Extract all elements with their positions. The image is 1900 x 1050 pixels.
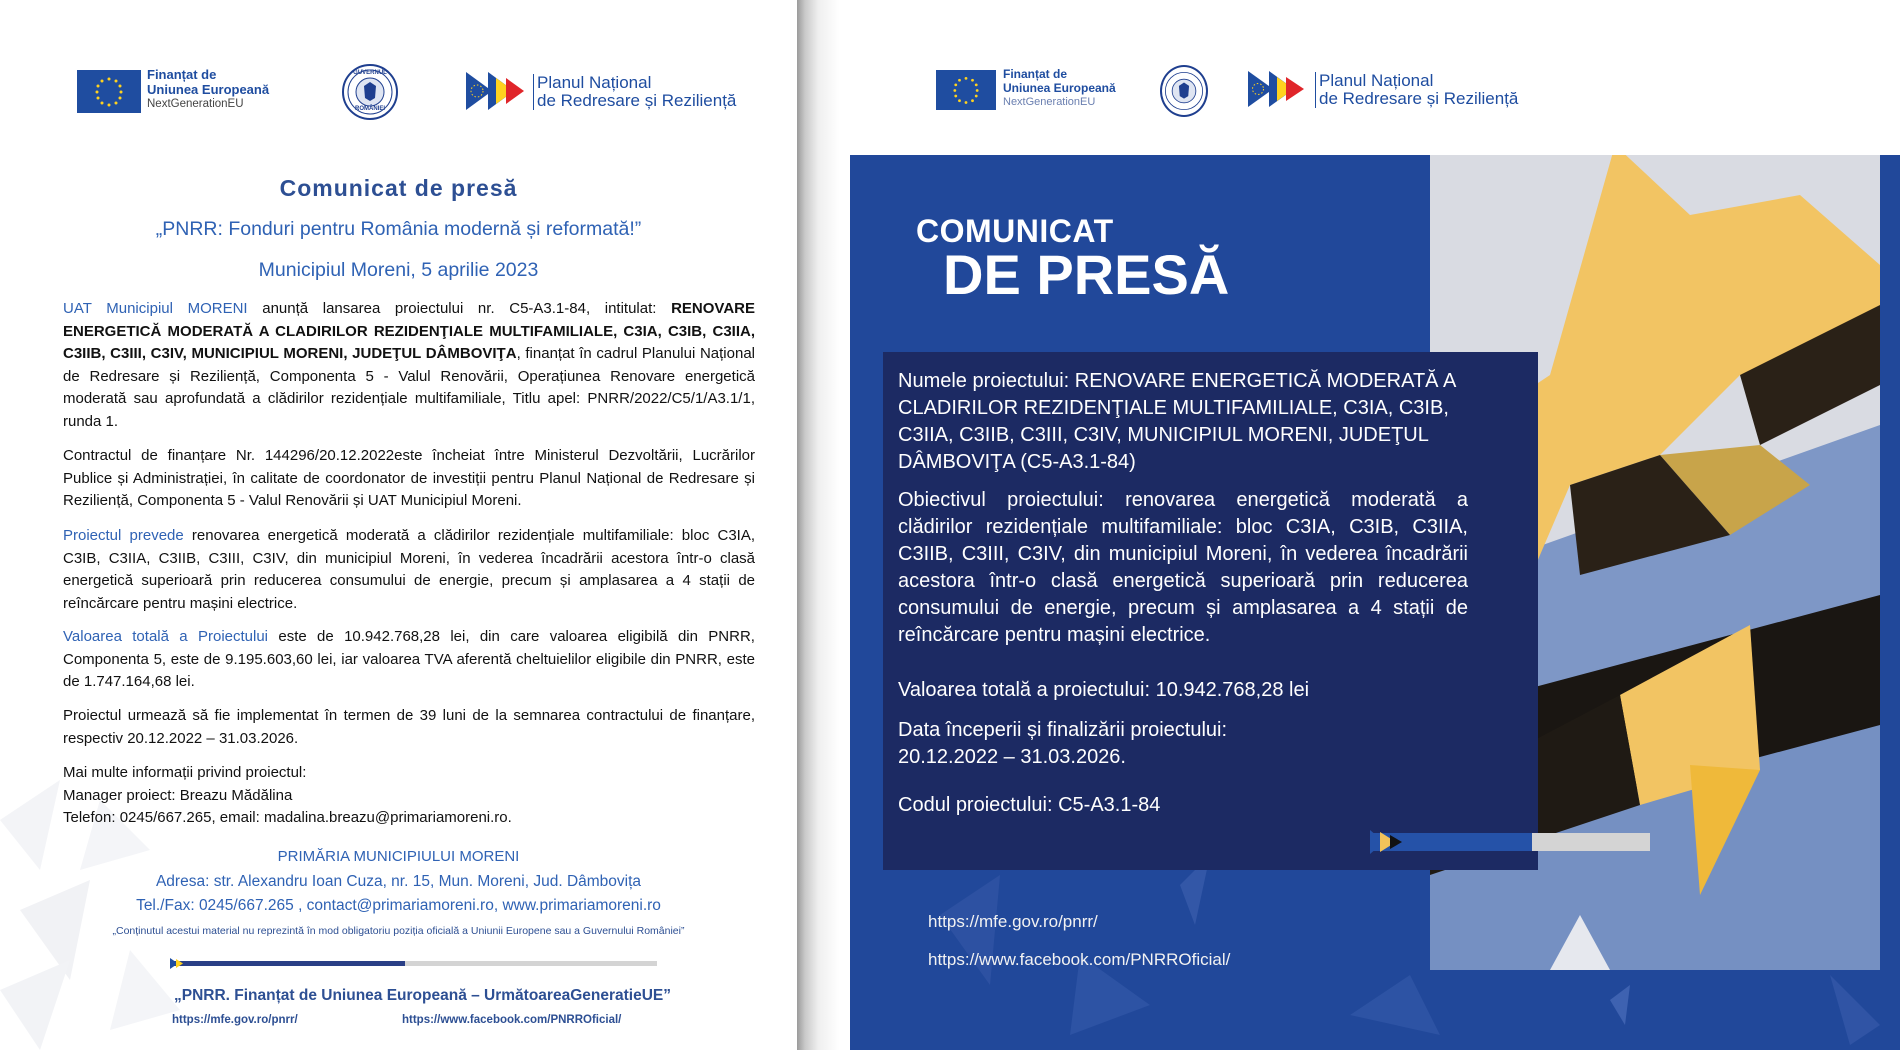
arrow-marker-icon	[170, 958, 190, 969]
eu-flag-icon	[936, 70, 996, 110]
paragraph-lead: Valoarea totală a Proiectului	[63, 628, 269, 645]
eu-logo-line3: NextGenerationEU	[1003, 95, 1096, 108]
eu-logo-line2: Uniunea Europeană	[1003, 80, 1116, 95]
eu-logo-line1: Finanțat de	[147, 67, 217, 82]
footer-link-mfe[interactable]: https://mfe.gov.ro/pnrr/	[172, 1014, 298, 1026]
paragraph-value	[63, 626, 755, 694]
government-seal-icon	[1160, 65, 1208, 117]
project-dates	[898, 717, 1468, 771]
pnrr-logo-text	[533, 74, 736, 110]
pnrr-logo-line2: de Redresare și Reziliență	[1319, 88, 1519, 108]
decorative-progress-bar	[173, 961, 657, 966]
paragraph-text: renovarea energetică moderată a clădirilor rezidențiale multifamiliale: bloc C3IA, C3IB, C3IIA, C3IIB, C3III, C3IV, din municipiul Moreni, în vederea încadrării acestora într-o clasă energetică superioară prin reducerea consumului de energie, precum și amplasarea a 4 stații de reîncărcare pentru mașini electrice.	[63, 527, 755, 612]
pnrr-logo-text	[1315, 72, 1518, 108]
poster-title-line1: COMUNICAT	[916, 213, 1114, 249]
paragraph-lead: UAT Municipiul MORENI	[63, 300, 248, 317]
poster-title-line2: DE PRESĂ	[943, 243, 1230, 306]
project-objective: Obiectivul proiectului: renovarea energetică moderată a clădirilor rezidențiale multifamiliale: bloc C3IA, C3IB, C3IIA, C3IIB, C3III, C3IV, din municipiul Moreni, în vederea încadrării acestora într-o clasă energetică superioară prin reducerea consumului de energie, precum și amplasarea a 4 stații de reîncărcare pentru mașini electrice.	[898, 489, 1468, 646]
project-dates-label: Data începerii și finalizării proiectului:	[898, 719, 1228, 741]
page-separator	[797, 0, 850, 1050]
footer-slogan: „PNRR. Finanțat de Uniunea Europeană – UrmătoareaGeneratieUE”	[174, 987, 671, 1004]
contact-heading: Mai multe informații privind proiectul:	[63, 764, 307, 781]
paragraph-text: , finanțat în cadrul Planului Național de Redresare și Reziliență, Componenta 5 - Valul Renovării, Operațiunea Renovare energetică moderată sau aprofundată a clădirilor rezidențiale multifamiliale, Titlu apel: PNRR/2022/C5/1/A3.1/1, runda 1.	[63, 345, 755, 430]
paragraph-announcement	[63, 298, 755, 433]
project-title-bold: RENOVARE ENERGETICĂ MODERATĂ A CLADIRILOR REZIDENŢIALE MULTIFAMILIALE, C3IA, C3IB, C3IIA, C3IIB, C3III, C3IV, MUNICIPIUL MORENI, JUDEŢUL DÂMBOVIŢA	[63, 300, 755, 362]
project-code: Codul proiectului: C5-A3.1-84	[898, 794, 1161, 816]
paragraph-duration: Proiectul urmează să fie implementat în termen de 39 luni de la semnarea contractului de finanțare, respectiv 20.12.2022 – 31.03.2026.	[63, 707, 755, 747]
eu-flag-icon	[77, 70, 141, 113]
eu-funding-logo-text	[1003, 68, 1116, 108]
project-total-value: Valoarea totală a proiectului: 10.942.768,28 lei	[898, 679, 1310, 701]
progress-fill	[173, 961, 405, 966]
pnrr-arrows-icon	[1248, 71, 1312, 107]
page-subtitle: „PNRR: Fonduri pentru România modernă și reformată!”	[155, 218, 642, 240]
eu-logo-line3: NextGenerationEU	[147, 97, 244, 110]
footer-contact: Tel./Fax: 0245/667.265 , contact@primariamoreni.ro, www.primariamoreni.ro	[136, 897, 661, 914]
pnrr-arrows-icon	[466, 72, 532, 110]
project-name: Numele proiectului: RENOVARE ENERGETICĂ MODERATĂ A CLADIRILOR REZIDENŢIALE MULTIFAMILIALE, C3IA, C3IB, C3IIA, C3IIB, C3III, C3IV, MUNICIPIUL MORENI, JUDEŢUL DÂMBOVIŢA (C5-A3.1-84)	[898, 370, 1456, 473]
paragraph-objective	[63, 525, 755, 615]
poster-link-facebook[interactable]: https://www.facebook.com/PNRROficial/	[928, 950, 1231, 969]
paragraph-text: anunță lansarea proiectului nr. C5-A3.1-84, intitulat:	[247, 300, 672, 317]
page-title: Comunicat de presă	[279, 175, 518, 201]
contact-manager: Manager proiect: Breazu Mădălina	[63, 786, 293, 804]
seal-text-bottom: ROMÂNIEI	[355, 106, 385, 112]
press-release-poster	[850, 0, 1900, 1050]
decorative-progress-bar	[1370, 833, 1650, 851]
eu-logo-line1: Finanțat de	[1003, 67, 1068, 81]
press-release-document	[0, 0, 797, 1050]
project-dates-value: 20.12.2022 – 31.03.2026.	[898, 746, 1126, 768]
paragraph-contract: Contractul de finanțare Nr. 144296/20.12.2022este încheiat între Ministerul Dezvoltării, Lucrărilor Publice și Administrației, în calitate de coordonator de investiții pentru Planul Național de Redresare și Reziliență, Componenta 5 - Valul Renovării și UAT Municipiul Moreni.	[63, 447, 755, 509]
pnrr-logo-line1: Planul Național	[1319, 71, 1434, 90]
eu-funding-logo-text	[147, 68, 269, 111]
paragraph-text: este de 10.942.768,28 lei, din care valoarea eligibilă din PNRR, Componenta 5, este de 9.195.603,60 lei, iar valoarea TVA aferentă cheltuielilor eligibile din PNRR, este de 1.747.164,68 lei.	[63, 628, 755, 690]
pnrr-logo-line2: de Redresare și Reziliență	[537, 90, 737, 110]
government-seal-icon	[342, 64, 398, 120]
paragraph-lead: Proiectul prevede	[63, 527, 184, 544]
footer-disclaimer: „Conținutul acestui material nu reprezintă în mod obligatoriu poziția oficială a Uniunii Europene sau a Guvernului României”	[112, 925, 685, 937]
dateline: Municipiul Moreni, 5 aprilie 2023	[258, 259, 539, 281]
contact-block	[63, 762, 755, 830]
arrow-marker-icon	[1370, 830, 1410, 854]
pnrr-logo-line1: Planul Național	[537, 73, 652, 92]
footer-org: PRIMĂRIA MUNICIPIULUI MORENI	[277, 848, 520, 865]
seal-text-top: GUVERNUL	[353, 70, 387, 76]
footer-address: Adresa: str. Alexandru Ioan Cuza, nr. 15, Mun. Moreni, Jud. Dâmbovița	[155, 873, 642, 890]
poster-link-mfe[interactable]: https://mfe.gov.ro/pnrr/	[928, 912, 1098, 931]
footer-link-facebook[interactable]: https://www.facebook.com/PNRROficial/	[402, 1014, 622, 1026]
contact-phone: Telefon: 0245/667.265, email: madalina.breazu@primariamoreni.ro.	[63, 809, 512, 826]
eu-logo-line2: Uniunea Europeană	[147, 81, 270, 97]
